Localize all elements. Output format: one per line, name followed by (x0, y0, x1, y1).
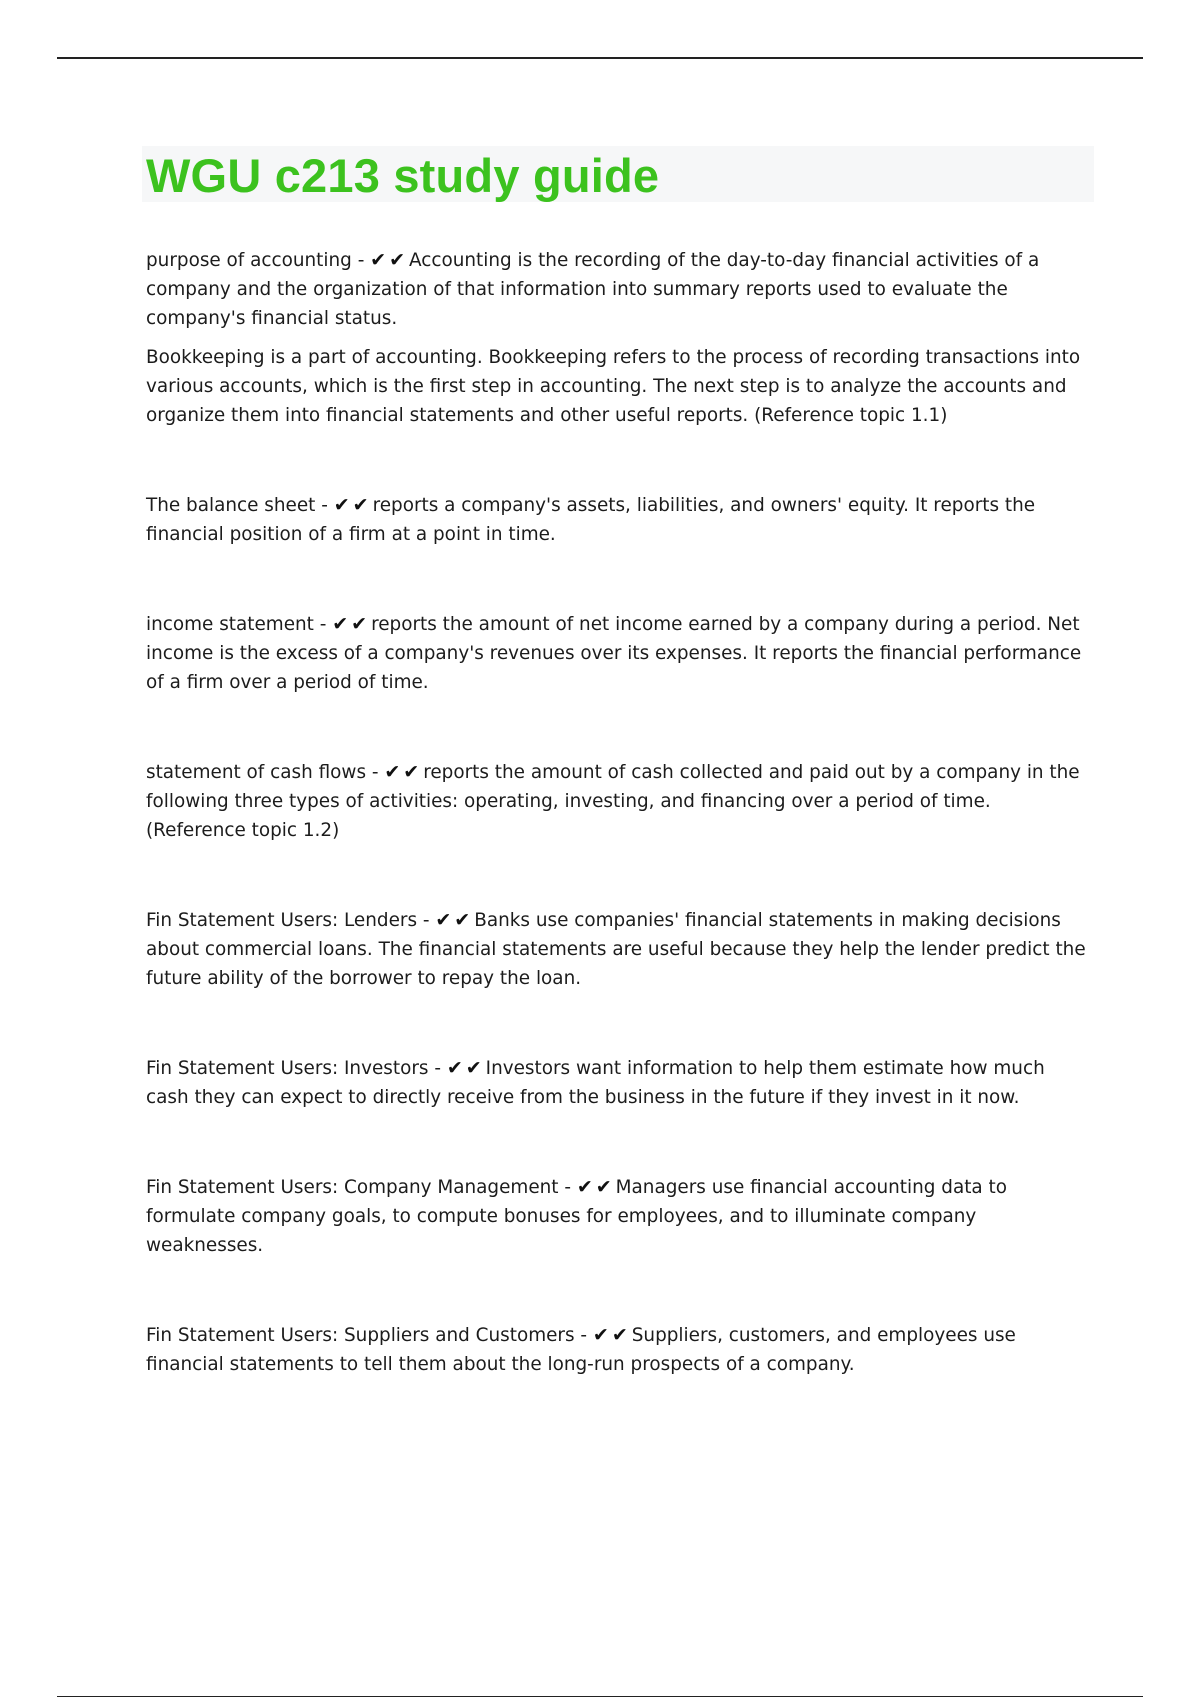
entry-definition: Accounting is the recording of the day-to-day financial activities of a company and the organization of that information into summary reports used to evaluate the company's financial status. (146, 250, 1040, 329)
entry-term: Fin Statement Users: Investors - (146, 1058, 447, 1079)
entry-paragraph (146, 491, 1086, 549)
entry-paragraph (146, 610, 1086, 697)
check-icon: ✔ (446, 1057, 466, 1079)
entry-definition: Suppliers, customers, and employees use financial statements to tell them about the long-run prospects of a company. (146, 1325, 1016, 1375)
entry-term: purpose of accounting - (146, 250, 370, 271)
check-icon: ✔ (435, 909, 455, 931)
double-check-icon (435, 906, 473, 935)
check-icon: ✔ (403, 761, 423, 783)
document-title: WGU c213 study guide (146, 149, 660, 202)
entry-paragraph (146, 246, 1086, 333)
double-check-icon (447, 1054, 485, 1083)
header-rule (57, 57, 1143, 59)
entry-users-lenders (146, 906, 1086, 993)
entry-definition: reports the amount of cash collected and paid out by a company in the following three types of activities: operating, investing, and financing over a period of time. (Reference topic 1.2) (146, 762, 1080, 841)
check-icon: ✔ (592, 1324, 612, 1346)
entry-paragraph (146, 1054, 1086, 1112)
entry-definition: Investors want information to help them estimate how much cash they can expect to directly receive from the business in the future if they invest in it now. (146, 1058, 1045, 1108)
check-icon: ✔ (384, 761, 404, 783)
entry-users-company-management (146, 1173, 1086, 1260)
entry-term: statement of cash flows - (146, 762, 384, 783)
entry-definition: Banks use companies' financial statements in making decisions about commercial loans. The financial statements are useful because they help the lender predict the future ability of the borrower to repay the loan. (146, 910, 1086, 989)
footer-rule (57, 1696, 1143, 1697)
entry-income-statement (146, 610, 1086, 697)
entry-definition: reports the amount of net income earned by a company during a period. Net income is the excess of a company's revenues over its expenses. It reports the financial performance of a firm over a period of time. (146, 614, 1082, 693)
check-icon: ✔ (370, 249, 390, 271)
check-icon: ✔ (576, 1176, 596, 1198)
double-check-icon (370, 246, 408, 275)
double-check-icon (577, 1173, 615, 1202)
check-icon: ✔ (389, 249, 409, 271)
study-guide-body (146, 246, 1086, 1379)
check-icon: ✔ (351, 613, 371, 635)
entry-term: income statement - (146, 614, 332, 635)
double-check-icon (384, 758, 422, 787)
double-check-icon (593, 1321, 631, 1350)
entry-users-investors (146, 1054, 1086, 1112)
entry-term: Fin Statement Users: Lenders - (146, 910, 435, 931)
check-icon: ✔ (352, 494, 372, 516)
check-icon: ✔ (465, 1057, 485, 1079)
entry-paragraph (146, 758, 1086, 845)
check-icon: ✔ (611, 1324, 631, 1346)
entry-term: The balance sheet - (146, 495, 334, 516)
entry-term: Fin Statement Users: Suppliers and Customers - (146, 1325, 593, 1346)
entry-paragraph (146, 1321, 1086, 1379)
check-icon: ✔ (332, 613, 352, 635)
entry-definition: Managers use financial accounting data to formulate company goals, to compute bonuses for employees, and to illuminate company weaknesses. (146, 1177, 1008, 1256)
double-check-icon (334, 491, 372, 520)
entry-balance-sheet (146, 491, 1086, 549)
entry-extra-paragraph: Bookkeeping is a part of accounting. Bookkeeping refers to the process of recording transactions into various accounts, which is the first step in accounting. The next step is to analyze the accounts and organize them into financial statements and other useful reports. (Reference topic 1.1) (146, 347, 1081, 426)
entry-paragraph (146, 1173, 1086, 1260)
check-icon: ✔ (595, 1176, 615, 1198)
entry-purpose-of-accounting (146, 246, 1086, 430)
entry-statement-of-cash-flows (146, 758, 1086, 845)
double-check-icon (332, 610, 370, 639)
entry-term: Fin Statement Users: Company Management - (146, 1177, 577, 1198)
entry-definition: reports a company's assets, liabilities, and owners' equity. It reports the financial position of a firm at a point in time. (146, 495, 1036, 545)
check-icon: ✔ (333, 494, 353, 516)
entry-users-suppliers-customers (146, 1321, 1086, 1379)
entry-paragraph (146, 906, 1086, 993)
check-icon: ✔ (454, 909, 474, 931)
